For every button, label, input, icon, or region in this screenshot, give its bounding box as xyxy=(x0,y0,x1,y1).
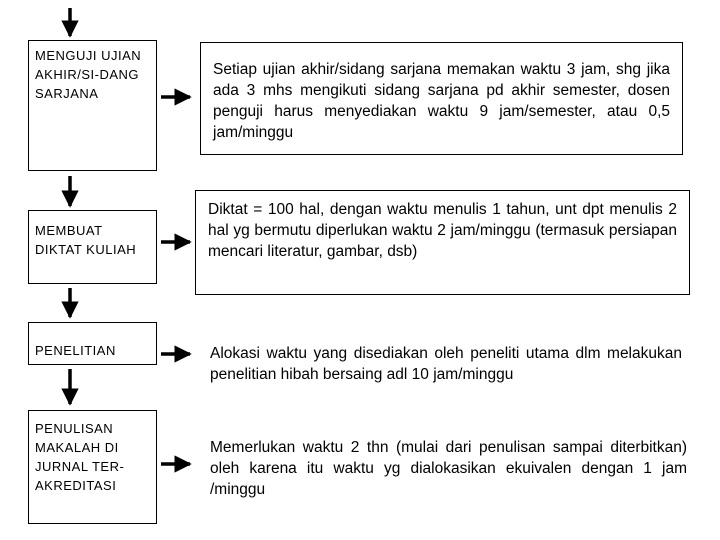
description-text-4: Memerlukan waktu 2 thn (mulai dari penulisan sampai diterbitkan) oleh karena itu waktu yg dialokasikan ekuivalen dengan 1 jam /minggu xyxy=(210,439,687,498)
description-text-1: Setiap ujian akhir/sidang sarjana memakan waktu 3 jam, shg jika ada 3 mhs mengikuti sidang sarjana pd akhir semester, dosen penguji harus menyediakan waktu 9 jam/semester, atau 0,5 jam/minggu xyxy=(213,61,670,141)
step-label-2: MEMBUAT DIKTAT KULIAH xyxy=(35,223,137,257)
step-box-3 xyxy=(28,322,157,365)
description-text-2: Diktat = 100 hal, dengan waktu menulis 1 tahun, unt dpt menulis 2 hal yg bermutu diperlukan waktu 2 jam/minggu (termasuk persiapan mencari literatur, gambar, dsb) xyxy=(208,201,677,260)
description-box-1 xyxy=(200,42,683,155)
description-box-2 xyxy=(195,190,690,295)
step-box-4 xyxy=(28,410,157,524)
step-label-3: PENELITIAN xyxy=(35,343,116,358)
description-text-3: Alokasi waktu yang disediakan oleh peneliti utama dlm melakukan penelitian hibah bersaing adl 10 jam/minggu xyxy=(210,345,682,383)
step-label-1: MENGUJI UJIAN AKHIR/SI-DANG SARJANA xyxy=(35,48,142,101)
step-box-2 xyxy=(28,210,157,284)
step-label-4: PENULISAN MAKALAH DI JURNAL TER-AKREDITASI xyxy=(35,421,125,493)
step-box-1 xyxy=(28,40,157,171)
